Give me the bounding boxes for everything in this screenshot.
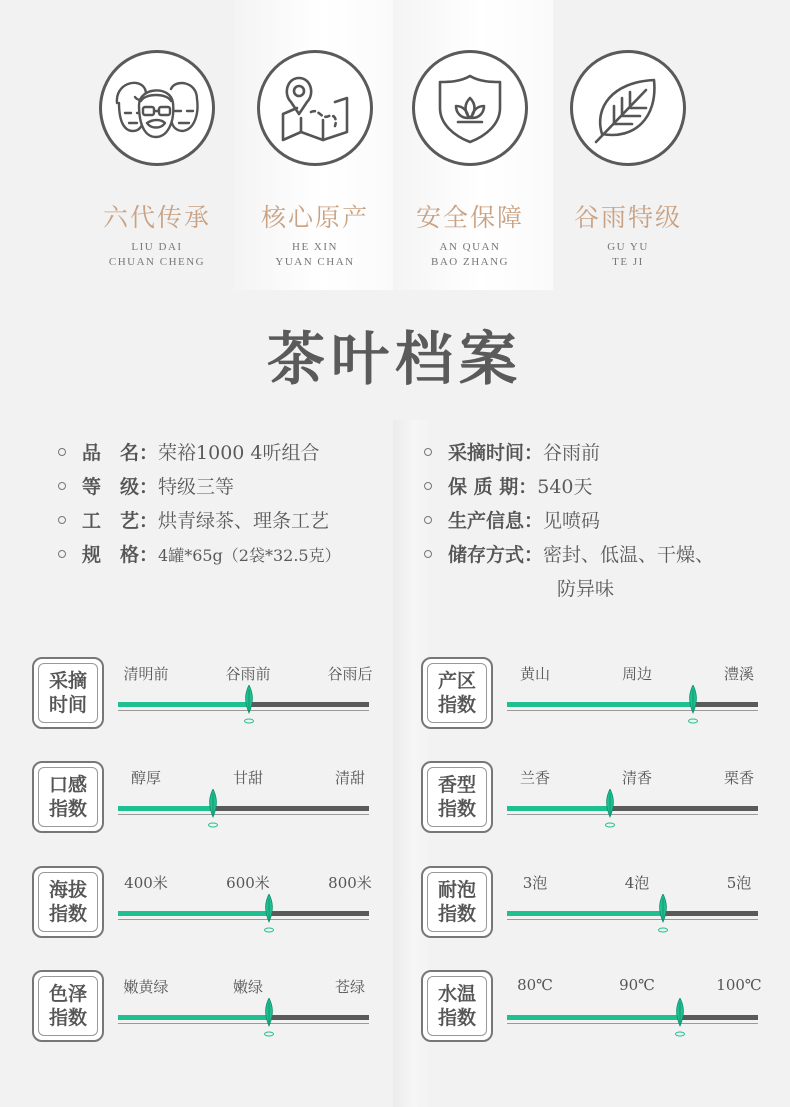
meter-baseline — [118, 1023, 369, 1024]
leaf-marker-icon — [263, 894, 275, 934]
meter-tick-label: 清香 — [621, 769, 653, 787]
meter-tick-label: 清甜 — [334, 769, 366, 787]
leaf-marker-icon — [657, 894, 669, 934]
page-title: 茶叶档案 — [266, 325, 523, 393]
meter-badge — [32, 761, 104, 833]
meter-badge — [421, 970, 493, 1042]
meter-name: 耐泡 — [437, 879, 476, 901]
meter-track — [507, 1015, 758, 1020]
info-list-right — [424, 436, 714, 606]
meter-name: 香型 — [437, 774, 476, 796]
feature-title: 谷雨特级 — [573, 203, 682, 232]
feature-safety — [395, 50, 545, 270]
meter-3 — [421, 761, 761, 833]
meter-name: 指数 — [48, 798, 87, 820]
info-item: 规 格：4罐*65g（2袋*32.5克） — [58, 538, 341, 572]
info-item: 储存方式：密封、低温、干燥、 — [424, 538, 714, 572]
info-item: 采摘时间：谷雨前 — [424, 436, 714, 470]
meter-fill — [507, 1015, 680, 1020]
meter-0 — [32, 657, 372, 729]
meter-fill — [118, 702, 249, 707]
info-item: 品 名：荣裕1000 4听组合 — [58, 436, 341, 470]
meter-tick-label: 苍绿 — [334, 978, 366, 996]
shield-leaf-icon — [412, 50, 528, 166]
meter-track — [507, 702, 758, 707]
feature-title: 六代传承 — [102, 203, 211, 232]
meter-fill — [118, 806, 213, 811]
meter-tick-label: 4泡 — [624, 874, 650, 892]
meter-baseline — [507, 814, 758, 815]
meter-6 — [32, 970, 372, 1042]
info-item: 工 艺：烘青绿茶、理条工艺 — [58, 504, 341, 538]
meter-tick-label: 兰香 — [519, 769, 551, 787]
meter-name: 口感 — [48, 774, 87, 796]
meter-tick-label: 谷雨后 — [327, 665, 373, 683]
meter-fill — [118, 911, 269, 916]
meter-name: 采摘 — [48, 670, 87, 692]
meter-tick-label: 栗香 — [723, 769, 755, 787]
meter-tick-label: 黄山 — [519, 665, 551, 683]
meter-name: 产区 — [437, 670, 476, 692]
meter-tick-label: 400米 — [124, 874, 168, 892]
meter-fill — [118, 1015, 269, 1020]
meter-tick-label: 澧溪 — [723, 665, 755, 683]
feature-family — [82, 50, 232, 270]
feature-pinyin: HE XIN YUAN CHAN — [275, 241, 355, 268]
meter-4 — [32, 866, 372, 938]
meter-tick-label: 嫩黄绿 — [123, 978, 169, 996]
meter-tick-label: 周边 — [621, 665, 653, 683]
meter-name: 指数 — [48, 1007, 87, 1029]
leaf-marker-icon — [687, 685, 699, 725]
meter-baseline — [507, 710, 758, 711]
meter-baseline — [507, 919, 758, 920]
meter-5 — [421, 866, 761, 938]
meter-tick-label: 80℃ — [517, 976, 553, 994]
feature-title: 核心原产 — [260, 203, 369, 232]
meter-name: 时间 — [48, 694, 87, 716]
meter-tick-label: 嫩绿 — [232, 978, 264, 996]
feature-origin — [240, 50, 390, 270]
leaf-marker-icon — [674, 998, 686, 1038]
meter-name: 指数 — [437, 694, 476, 716]
leaf-marker-icon — [207, 789, 219, 829]
meter-tick-label: 600米 — [226, 874, 270, 892]
meter-badge — [421, 761, 493, 833]
meter-baseline — [118, 919, 369, 920]
meter-tick-label: 甘甜 — [232, 769, 264, 787]
meter-badge — [32, 970, 104, 1042]
leaf-marker-icon — [263, 998, 275, 1038]
meter-track — [507, 911, 758, 916]
meter-2 — [32, 761, 372, 833]
family-faces-icon — [99, 50, 215, 166]
meter-baseline — [507, 1023, 758, 1024]
meter-tick-label: 醇厚 — [130, 769, 162, 787]
meter-name: 指数 — [437, 1007, 476, 1029]
meter-badge — [421, 866, 493, 938]
meter-tick-label: 谷雨前 — [225, 665, 271, 683]
meter-track — [118, 911, 369, 916]
meter-name: 指数 — [437, 798, 476, 820]
meter-baseline — [118, 814, 369, 815]
leaf-marker-icon — [604, 789, 616, 829]
meter-badge — [421, 657, 493, 729]
feature-pinyin: AN QUAN BAO ZHANG — [431, 241, 509, 268]
meter-track — [118, 806, 369, 811]
info-item: 生产信息：见喷码 — [424, 504, 714, 538]
meter-1 — [421, 657, 761, 729]
meter-tick-label: 800米 — [328, 874, 372, 892]
leaf-marker-icon — [243, 685, 255, 725]
meter-name: 海拔 — [48, 879, 87, 901]
feature-pinyin: GU YU TE JI — [607, 241, 649, 268]
info-item-continued: 防异味 — [557, 578, 615, 600]
meter-badge — [32, 657, 104, 729]
info-item: 保 质 期：540天 — [424, 470, 714, 504]
meter-fill — [507, 702, 693, 707]
meter-tick-label: 清明前 — [123, 665, 169, 683]
meter-tick-label: 90℃ — [619, 976, 655, 994]
meter-track — [507, 806, 758, 811]
meter-tick-label: 100℃ — [716, 976, 762, 994]
meter-track — [118, 1015, 369, 1020]
tea-leaf-icon — [570, 50, 686, 166]
info-list-left — [58, 436, 341, 572]
meter-fill — [507, 806, 610, 811]
meter-badge — [32, 866, 104, 938]
feature-grade — [553, 50, 703, 270]
feature-title: 安全保障 — [415, 203, 524, 232]
feature-pinyin: LIU DAI CHUAN CHENG — [108, 241, 206, 268]
meter-tick-label: 3泡 — [522, 874, 548, 892]
meter-tick-label: 5泡 — [726, 874, 752, 892]
map-pin-icon — [257, 50, 373, 166]
meter-7 — [421, 970, 761, 1042]
meter-fill — [507, 911, 663, 916]
meter-name: 色泽 — [48, 983, 87, 1005]
meter-name: 指数 — [48, 903, 87, 925]
meter-name: 指数 — [437, 903, 476, 925]
meter-name: 水温 — [437, 983, 476, 1005]
info-item: 等 级：特级三等 — [58, 470, 341, 504]
